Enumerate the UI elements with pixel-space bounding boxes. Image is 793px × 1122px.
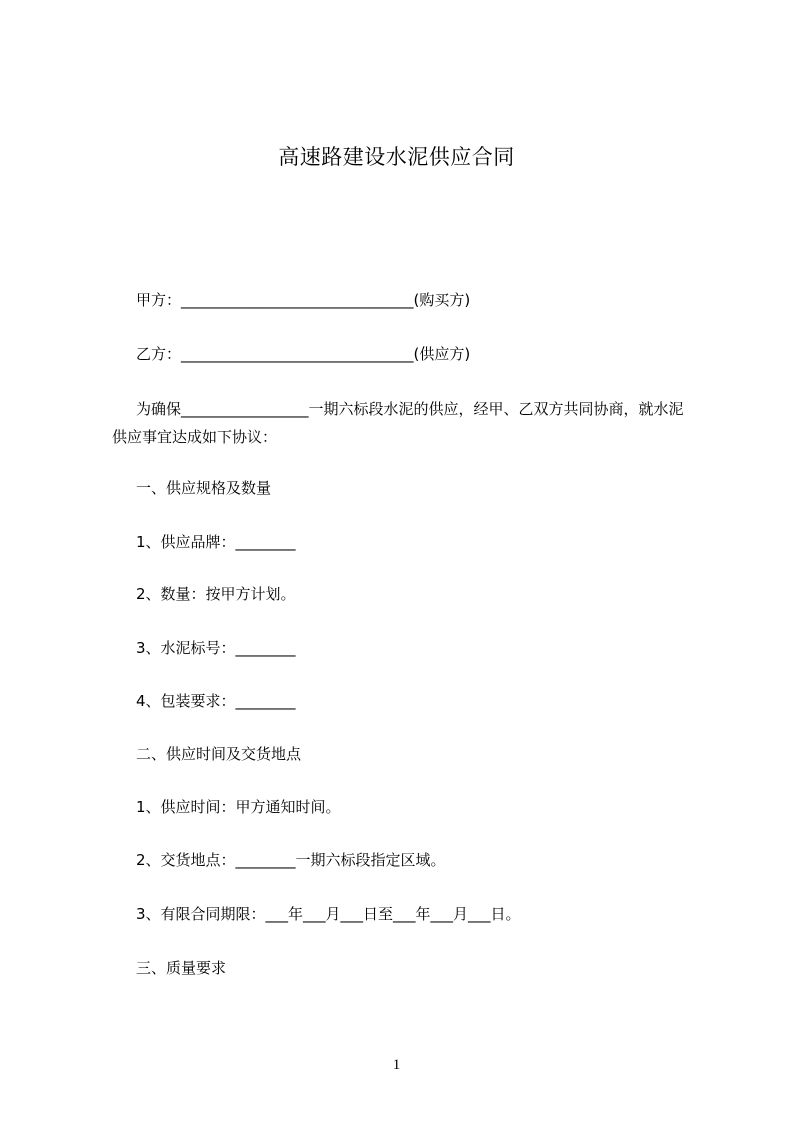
section-1-item: 2、数量：按甲方计划。 — [136, 585, 296, 603]
party-b-line: 乙方：_______________________________(供应方) — [136, 345, 471, 363]
intro-paragraph: 为确保_________________一期六标段水泥的供应，经甲、乙双方共同协商，就水泥供应事宜达成如下协议： — [112, 400, 684, 446]
document-title: 高速路建设水泥供应合同 — [278, 145, 515, 169]
section-3-heading: 三、质量要求 — [136, 959, 227, 977]
party-a-line: 甲方：_______________________________(购买方) — [136, 291, 471, 309]
section-1-item: 1、供应品牌：________ — [136, 533, 296, 551]
page-number: 1 — [392, 1057, 401, 1073]
section-1-item: 4、包装要求：________ — [136, 692, 296, 710]
section-2-item: 3、有限合同期限：___年___月___日至___年___月___日。 — [136, 905, 521, 923]
section-1-item: 3、水泥标号：________ — [136, 639, 296, 657]
section-1-heading: 一、供应规格及数量 — [136, 479, 272, 497]
section-2-item: 2、交货地点：________一期六标段指定区域。 — [136, 851, 446, 869]
section-2-item: 1、供应时间：甲方通知时间。 — [136, 798, 341, 816]
section-2-heading: 二、供应时间及交货地点 — [136, 745, 302, 763]
